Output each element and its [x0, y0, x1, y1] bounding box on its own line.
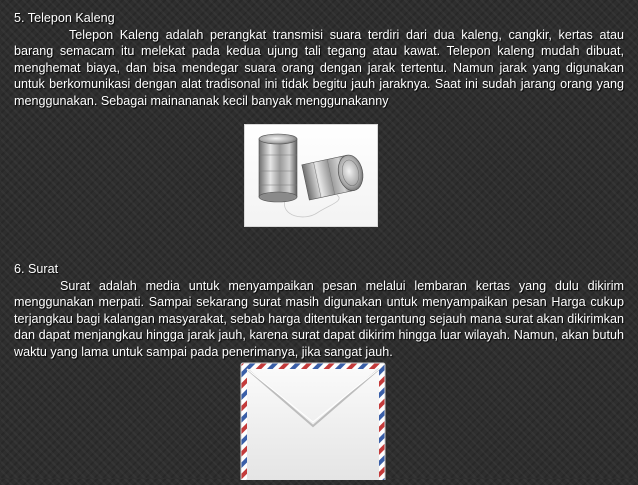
tin-can-phone-image — [244, 124, 378, 227]
section-heading-surat: 6. Surat — [14, 262, 59, 276]
envelope-image — [240, 362, 386, 480]
section-surat — [14, 261, 624, 361]
tin-can-phone-icon — [245, 125, 377, 226]
section-paragraph-surat — [14, 278, 624, 361]
section-paragraph-telepon-kaleng — [14, 27, 624, 110]
section-telepon-kaleng — [14, 10, 624, 110]
section-heading-telepon-kaleng: 5. Telepon Kaleng — [14, 11, 115, 25]
paragraph-text: Surat adalah media untuk menyampaikan pesan melalui lembaran kertas yang dulu dikirim menggunakan merpati. Sampai sekarang surat masih digunakan untuk menyampaikan pesan Harga cukup terjangkau bagi kalangan masyarakat, sebab harga ditentukan tergantung sejauh mana surat akan dikirimkan dan dapat menjangkau hingga jarak jauh, karena surat dapat dikirim hingga luar wilayah. Namun, akan butuh waktu yang lama untuk sampai pada penerimanya, jika sangat jauh. — [14, 278, 624, 359]
paragraph-text: Telepon Kaleng adalah perangkat transmisi suara terdiri dari dua kaleng, cangkir, kertas atau barang semacam itu melekat pada kedua ujung tali tegang atau kawat. Telepon kaleng mudah dibuat, menghemat biaya, dan bisa mendegar suara orang dengan jarak tertentu. Namun jarak yang digunakan untuk berkomunikasi dengan alat tradisonal ini tidak begitu jauh jaraknya. Saat ini sudah jarang orang yang menggunakan. Sebagai mainananak kecil banyak menggunakanny — [14, 27, 624, 108]
envelope-icon — [240, 362, 386, 480]
